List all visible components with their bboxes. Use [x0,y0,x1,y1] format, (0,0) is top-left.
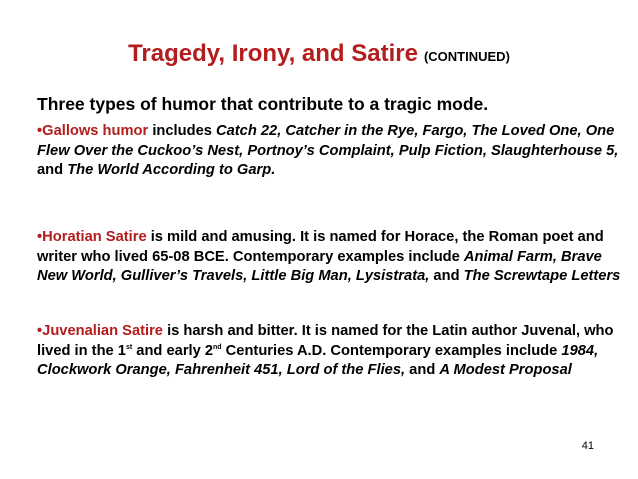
paragraph-juvenalian-satire [37,322,622,381]
work-titles: 1984, Clockwork Orange, Fahrenheit 451, Lord of the Flies, [37,342,599,378]
term-gallows-humor: Gallows humor [42,123,149,139]
paragraph-gallows-humor [37,122,622,181]
text: is mild and amusing. It is named for Horace, the Roman poet and writer who lived 65-08 BCE. Contemporary examples include [37,229,604,265]
work-titles: Animal Farm, Brave New World, Gulliver’s Travels, Little Big Man, Lysistrata, [37,248,602,284]
intro-heading: Three types of humor that contribute to a tragic mode. [37,94,489,114]
term-horatian-satire: Horatian Satire [42,229,147,245]
work-titles: Catch 22, Catcher in the Rye, Fargo, The Loved One, One Flew Over the Cuckoo’s Nest, Portnoy’s Complaint, Pulp Fiction, Slaughterhouse 5, [37,123,619,159]
bullet: • [37,323,43,339]
page-number: 41 [581,440,594,452]
bullet: • [37,123,43,139]
superscript: st [125,343,133,351]
text: and [405,362,440,378]
text: and [37,162,68,178]
work-titles: The World According to Garp. [67,162,276,178]
bullet: • [37,229,43,245]
term-juvenalian-satire: Juvenalian Satire [42,323,163,339]
text: Centuries A.D. Contemporary examples include [221,342,562,359]
slide-title [0,40,638,68]
title-main: Tragedy, Irony, and Satire [128,40,418,67]
text: and [429,268,464,284]
superscript: nd [213,343,222,351]
work-titles: A Modest Proposal [439,362,572,378]
title-subtitle: (CONTINUED) [423,49,510,64]
text: and early 2 [132,342,214,359]
text: includes [148,123,216,139]
paragraph-horatian-satire [37,228,622,287]
work-titles: The Screwtape Letters [463,268,621,284]
text: is harsh and bitter. It is named for the Latin author Juvenal, who lived in the 1 [37,323,614,359]
